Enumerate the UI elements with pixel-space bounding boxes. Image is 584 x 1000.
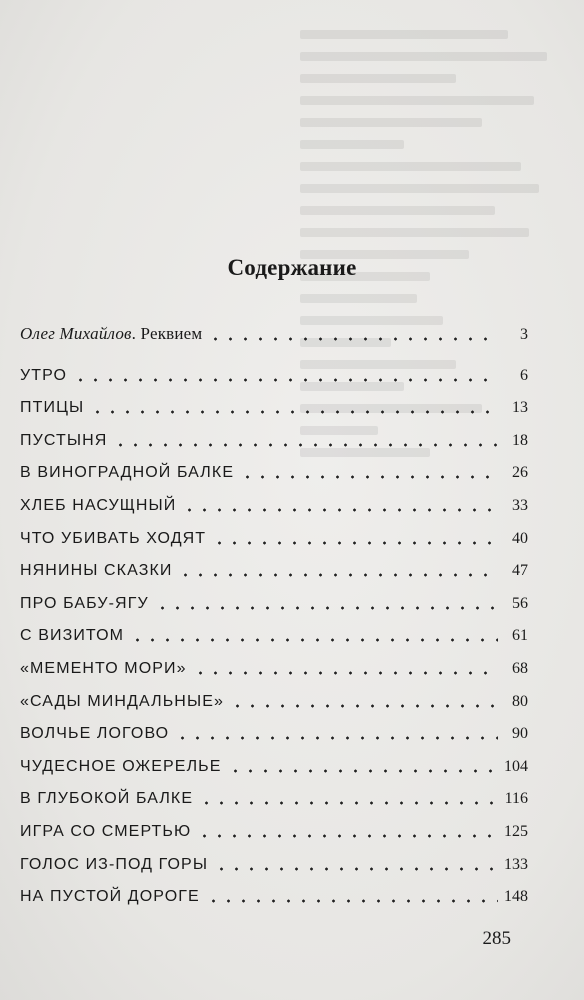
- toc-entry[interactable]: [20, 613, 528, 646]
- toc-entry-title: «МЕМЕНТО МОРИ»: [20, 659, 187, 677]
- toc-entry-page: 13: [512, 399, 528, 417]
- toc-entry[interactable]: [20, 743, 528, 776]
- toc-entry[interactable]: [20, 385, 528, 418]
- toc-entry-title: ПТИЦЫ: [20, 399, 85, 417]
- toc-entry-title: НА ПУСТОЙ ДОРОГЕ: [20, 888, 200, 906]
- toc-entry-title: В ГЛУБОКОЙ БАЛКЕ: [20, 790, 194, 808]
- toc-entry-title: [20, 324, 208, 344]
- dot-leader: [206, 899, 498, 903]
- toc-entry-title: С ВИЗИТОМ: [20, 627, 125, 645]
- toc-entry-title: ЧТО УБИВАТЬ ХОДЯТ: [20, 529, 207, 547]
- toc-entry-title: ИГРА СО СМЕРТЬЮ: [20, 822, 192, 840]
- dot-leader: [90, 410, 498, 414]
- toc-entry[interactable]: [20, 482, 528, 515]
- toc-entry[interactable]: [20, 450, 528, 483]
- toc-entry[interactable]: [20, 645, 528, 678]
- toc-entry[interactable]: [20, 678, 528, 711]
- page-number: 285: [482, 928, 511, 949]
- dot-leader: [212, 541, 498, 545]
- toc-entry-page: 47: [512, 562, 528, 580]
- table-of-contents: [20, 314, 528, 906]
- toc-entry-title: ГОЛОС ИЗ-ПОД ГОРЫ: [20, 855, 209, 873]
- dot-leader: [155, 606, 498, 610]
- toc-entry-page: 6: [520, 366, 528, 384]
- dot-leader: [230, 704, 498, 708]
- dot-leader: [175, 736, 498, 740]
- toc-entry[interactable]: [20, 352, 528, 385]
- toc-entry-page: 125: [504, 822, 528, 840]
- toc-entry-page: 148: [504, 888, 528, 906]
- toc-entry-page: 56: [512, 594, 528, 612]
- toc-entry[interactable]: [20, 841, 528, 874]
- toc-entry-title: ПРО БАБУ-ЯГУ: [20, 594, 149, 612]
- toc-entry-work: . Реквием: [131, 324, 203, 343]
- dot-leader: [199, 801, 498, 805]
- toc-entry-page: 133: [504, 855, 528, 873]
- toc-entry-page: 104: [504, 757, 528, 775]
- toc-entry[interactable]: [20, 874, 528, 907]
- dot-leader: [130, 638, 498, 642]
- toc-entry-title: ВОЛЧЬЕ ЛОГОВО: [20, 725, 170, 743]
- toc-entry-title: ХЛЕБ НАСУЩНЫЙ: [20, 496, 177, 514]
- dot-leader: [197, 834, 498, 838]
- toc-entry-page: 40: [512, 529, 528, 547]
- dot-leader: [178, 573, 498, 577]
- page-title: Содержание: [227, 255, 357, 280]
- toc-entry-page: 116: [504, 790, 528, 808]
- toc-entry[interactable]: [20, 548, 528, 581]
- dot-leader: [214, 867, 498, 871]
- dot-leader: [113, 443, 498, 447]
- dot-leader: [228, 769, 498, 773]
- toc-entry-title: В ВИНОГРАДНОЙ БАЛКЕ: [20, 464, 235, 482]
- toc-entry[interactable]: [20, 314, 528, 344]
- toc-entry-page: 33: [512, 496, 528, 514]
- toc-entry[interactable]: [20, 515, 528, 548]
- toc-entry[interactable]: [20, 417, 528, 450]
- toc-entry-title: ЧУДЕСНОЕ ОЖЕРЕЛЬЕ: [20, 757, 222, 775]
- toc-entry-page: 80: [512, 692, 528, 710]
- dot-leader: [73, 378, 498, 382]
- toc-entry[interactable]: [20, 808, 528, 841]
- toc-entry[interactable]: [20, 776, 528, 809]
- toc-entry[interactable]: [20, 580, 528, 613]
- toc-entry-title: ПУСТЫНЯ: [20, 431, 108, 449]
- toc-entry-page: 3: [520, 326, 528, 343]
- toc-entry-title: УТРО: [20, 366, 68, 384]
- toc-entry-page: 68: [512, 659, 528, 677]
- toc-entry-page: 26: [512, 464, 528, 482]
- dot-leader: [208, 337, 498, 341]
- toc-entry-page: 90: [512, 725, 528, 743]
- toc-entry-author: Олег Михайлов: [20, 324, 132, 343]
- toc-entry-title: НЯНИНЫ СКАЗКИ: [20, 562, 173, 580]
- toc-entry-page: 61: [512, 627, 528, 645]
- toc-entry-page: 18: [512, 431, 528, 449]
- toc-entry-title: «САДЫ МИНДАЛЬНЫЕ»: [20, 692, 224, 710]
- toc-entry[interactable]: [20, 711, 528, 744]
- dot-leader: [182, 508, 498, 512]
- dot-leader: [240, 475, 498, 479]
- dot-leader: [193, 671, 498, 675]
